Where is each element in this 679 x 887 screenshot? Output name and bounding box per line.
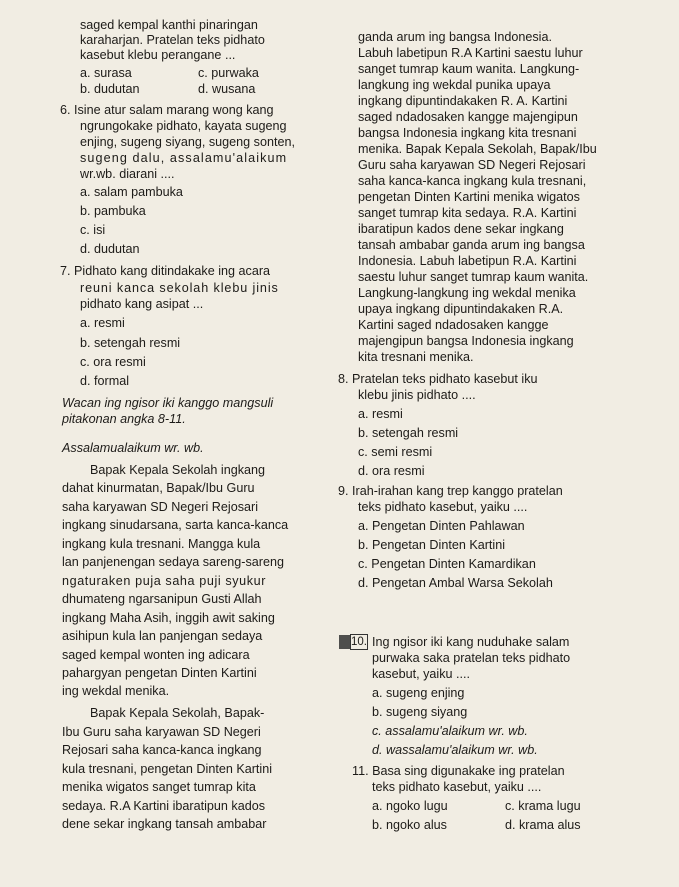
option-line: b. setengah resmi bbox=[80, 336, 181, 350]
speech-line: kita tresnani menika. bbox=[358, 350, 474, 364]
speech-line: ibaratipun kados dene sekar ingkang bbox=[358, 222, 564, 236]
speech-line: Bapak Kepala Sekolah, Bapak- bbox=[90, 706, 265, 720]
text-line: purwaka saka pratelan teks pidhato bbox=[372, 651, 571, 665]
speech-line: sanget tumrap kita sedaya. R.A. Kartini bbox=[358, 206, 577, 220]
option-line: d. dudutan bbox=[80, 242, 140, 256]
text-line: saged kempal kanthi pinaringan bbox=[80, 18, 258, 32]
option-line: b. sugeng siyang bbox=[372, 705, 468, 719]
speech-line: Guru saha karyawan SD Negeri Rejosari bbox=[358, 158, 586, 172]
text-line: reuni kanca sekolah klebu jinis bbox=[80, 281, 279, 295]
speech-line: upaya ingkang dipuntindakaken R.A. bbox=[358, 302, 564, 316]
text-line: enjing, sugeng siyang, sugeng sonten, bbox=[80, 135, 295, 149]
question-9: 9. Irah-irahan kang trep kanggo pratelan bbox=[338, 484, 563, 498]
option-line: c. assalamu'alaikum wr. wb. bbox=[372, 724, 528, 738]
speech-line: ngaturaken puja saha puji syukur bbox=[62, 574, 267, 588]
speech-line: asihipun kula lan panjengan sedaya bbox=[62, 629, 263, 643]
question-7: 7. Pidhato kang ditindakake ing acara bbox=[60, 264, 271, 278]
speech-line: dene sekar ingkang tansah ambabar bbox=[62, 817, 267, 831]
option-line: a. surasa bbox=[80, 66, 132, 80]
speech-line: majengipun bangsa Indonesia ingkang bbox=[358, 334, 574, 348]
speech-line: pahargyan pengetan Dinten Kartini bbox=[62, 666, 257, 680]
option-line: c. krama lugu bbox=[505, 799, 581, 813]
speech-greeting: Assalamualaikum wr. wb. bbox=[62, 441, 204, 455]
text-line: karaharjan. Pratelan teks pidhato bbox=[80, 33, 265, 47]
speech-line: menika. Bapak Kepala Sekolah, Bapak/Ibu bbox=[358, 142, 597, 156]
text-line: ngrungokake pidhato, kayata sugeng bbox=[80, 119, 287, 133]
text-line: wr.wb. diarani .... bbox=[80, 167, 175, 181]
text-line: kasebut klebu perangane ... bbox=[80, 48, 236, 62]
option-line: b. pambuka bbox=[80, 204, 146, 218]
speech-line: ingkang kula tresnani. Mangga kula bbox=[62, 537, 261, 551]
text-line: klebu jinis pidhato .... bbox=[358, 388, 476, 402]
option-line: a. sugeng enjing bbox=[372, 686, 465, 700]
text-line: pidhato kang asipat ... bbox=[80, 297, 204, 311]
speech-line: sanget tumrap kaum wanita. Langkung- bbox=[358, 62, 580, 76]
speech-line: saestu luhur sanget tumrap kaum wanita. bbox=[358, 270, 589, 284]
speech-line: ingkang Maha Asih, inggih awit saking bbox=[62, 611, 275, 625]
speech-line: dhumateng ngarsanipun Gusti Allah bbox=[62, 592, 262, 606]
speech-line: Langkung-langkung ing wekdal menika bbox=[358, 286, 576, 300]
speech-line: Kartini saged ndadosaken kangge bbox=[358, 318, 549, 332]
speech-line: saha kanca-kanca ingkang kula tresnani, bbox=[358, 174, 587, 188]
option-line: c. semi resmi bbox=[358, 445, 433, 459]
speech-line: kula tresnani, pengetan Dinten Kartini bbox=[62, 762, 273, 776]
speech-line: Ibu Guru saha karyawan SD Negeri bbox=[62, 725, 261, 739]
speech-line: lan panjenengan sedaya sareng-sareng bbox=[62, 555, 284, 569]
option-line: b. ngoko alus bbox=[372, 818, 447, 832]
option-line: a. resmi bbox=[358, 407, 403, 421]
option-line: d. formal bbox=[80, 374, 129, 388]
question-10-number: 10. bbox=[351, 636, 367, 648]
option-line: c. isi bbox=[80, 223, 106, 237]
speech-line: langkung ing wekdal punika upaya bbox=[358, 78, 551, 92]
speech-line: saged kempal wonten ing adicara bbox=[62, 648, 250, 662]
option-line: b. dudutan bbox=[80, 82, 140, 96]
speech-line: Indonesia. Labuh labetipun R.A. Kartini bbox=[358, 254, 577, 268]
option-line: a. ngoko lugu bbox=[372, 799, 448, 813]
option-line: d. ora resmi bbox=[358, 464, 425, 478]
option-line: d. wusana bbox=[198, 82, 256, 96]
question-10: Ing ngisor iki kang nuduhake salam bbox=[372, 635, 570, 649]
option-line: b. Pengetan Dinten Kartini bbox=[358, 538, 506, 552]
speech-line: sedaya. R.A Kartini ibaratipun kados bbox=[62, 799, 266, 813]
speech-line: ing wekdal menika. bbox=[62, 684, 170, 698]
text-line: teks pidhato kasebut, yaiku .... bbox=[372, 780, 542, 794]
text-line: sugeng dalu, assalamu'alaikum bbox=[80, 151, 288, 165]
speech-line: saged ndadosaken kangge majengipun bbox=[358, 110, 578, 124]
speech-line: Bapak Kepala Sekolah ingkang bbox=[90, 463, 266, 477]
question-8: 8. Pratelan teks pidhato kasebut iku bbox=[338, 372, 538, 386]
option-line: d. Pengetan Ambal Warsa Sekolah bbox=[358, 576, 553, 590]
option-line: c. ora resmi bbox=[80, 355, 146, 369]
option-line: a. salam pambuka bbox=[80, 185, 183, 199]
text-line: teks pidhato kasebut, yaiku .... bbox=[358, 500, 528, 514]
speech-line: saha karyawan SD Negeri Rejosari bbox=[62, 500, 258, 514]
reading-instruction: Wacan ing ngisor iki kanggo mangsuli bbox=[62, 396, 274, 410]
question-6: 6. Isine atur salam marang wong kang bbox=[60, 103, 274, 117]
option-line: c. Pengetan Dinten Kamardikan bbox=[358, 557, 536, 571]
speech-line: Labuh labetipun R.A Kartini saestu luhur bbox=[358, 46, 583, 60]
option-line: d. wassalamu'alaikum wr. wb. bbox=[372, 743, 538, 757]
speech-line: pengetan Dinten Kartini menika wigatos bbox=[358, 190, 580, 204]
option-line: a. resmi bbox=[80, 316, 125, 330]
speech-line: ganda arum ing bangsa Indonesia. bbox=[358, 30, 552, 44]
speech-line: dahat kinurmatan, Bapak/Ibu Guru bbox=[62, 481, 255, 495]
speech-line: Rejosari saha kanca-kanca ingkang bbox=[62, 743, 262, 757]
text-line: kasebut, yaiku .... bbox=[372, 667, 471, 681]
option-line: c. purwaka bbox=[198, 66, 259, 80]
reading-instruction: pitakonan angka 8-11. bbox=[62, 412, 186, 426]
option-line: a. Pengetan Dinten Pahlawan bbox=[358, 519, 525, 533]
option-line: d. krama alus bbox=[505, 818, 581, 832]
speech-line: menika wigatos sanget tumrap kita bbox=[62, 780, 256, 794]
speech-line: tansah ambabar ganda arum ing bangsa bbox=[358, 238, 585, 252]
speech-line: bangsa Indonesia ingkang kita tresnani bbox=[358, 126, 577, 140]
option-line: b. setengah resmi bbox=[358, 426, 459, 440]
question-11: 11. Basa sing digunakake ing pratelan bbox=[352, 764, 565, 778]
speech-line: ingkang dipuntindakaken R. A. Kartini bbox=[358, 94, 568, 108]
speech-line: ingkang sinudarsana, sarta kanca-kanca bbox=[62, 518, 289, 532]
